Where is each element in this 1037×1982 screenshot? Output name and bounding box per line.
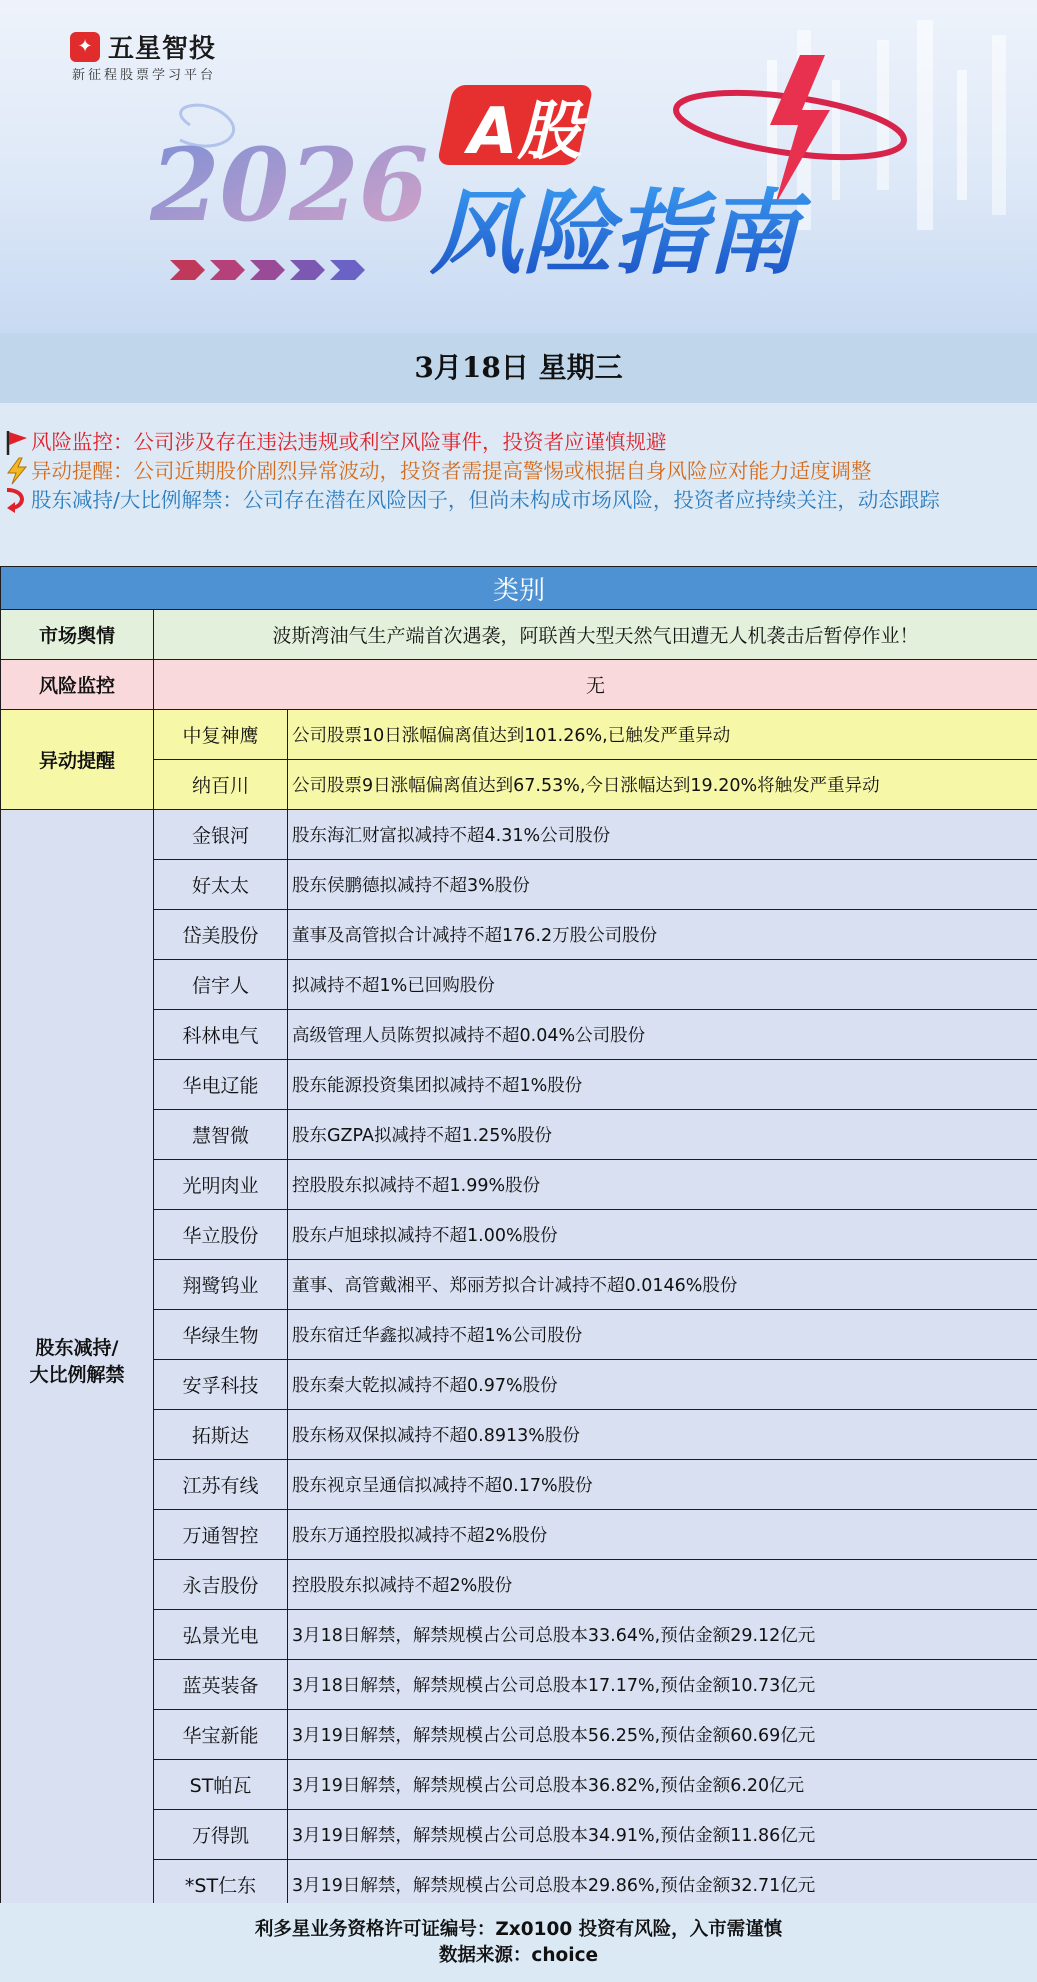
table-row — [1, 1560, 1037, 1610]
stock-detail: 股东杨双保拟减持不超0.8913%股份 — [288, 1410, 1037, 1460]
stock-detail: 股东海汇财富拟减持不超4.31%公司股份 — [288, 810, 1037, 860]
stock-name: ST帕瓦 — [154, 1760, 288, 1810]
stock-name: 拓斯达 — [154, 1410, 288, 1460]
stock-detail: 3月19日解禁，解禁规模占公司总股本36.82%,预估金额6.20亿元 — [288, 1760, 1037, 1810]
stock-name: 金银河 — [154, 810, 288, 860]
brand-logo — [70, 28, 216, 65]
stock-detail: 董事、高管戴湘平、郑丽芳拟合计减持不超0.0146%股份 — [288, 1260, 1037, 1310]
stock-name: 信宇人 — [154, 960, 288, 1010]
table-row — [1, 1860, 1037, 1910]
table-row — [1, 1210, 1037, 1260]
stock-detail: 董事及高管拟合计减持不超176.2万股公司股份 — [288, 910, 1037, 960]
stock-detail: 股东GZPA拟减持不超1.25%股份 — [288, 1110, 1037, 1160]
stock-name: 科林电气 — [154, 1010, 288, 1060]
table-row — [1, 1060, 1037, 1110]
date-bar: 3月18日 星期三 — [0, 333, 1037, 403]
risk-monitor-content: 无 — [154, 660, 1037, 710]
stock-name: 万得凯 — [154, 1810, 288, 1860]
table-row — [1, 860, 1037, 910]
table-row — [1, 1010, 1037, 1060]
stock-name: 蓝英装备 — [154, 1660, 288, 1710]
legend-risk-monitor: 风险监控：公司涉及存在违法违规或利空风险事件，投资者应谨慎规避 — [4, 428, 1037, 457]
risk-table — [0, 566, 1037, 1910]
stock-detail: 公司股票10日涨幅偏离值达到101.26%,已触发严重异动 — [288, 710, 1037, 760]
table-row — [1, 1310, 1037, 1360]
stock-name: 好太太 — [154, 860, 288, 910]
stock-detail: 股东秦大乾拟减持不超0.97%股份 — [288, 1360, 1037, 1410]
title-graphic — [430, 55, 910, 295]
stock-detail: 股东能源投资集团拟减持不超1%股份 — [288, 1060, 1037, 1110]
stock-name: 永吉股份 — [154, 1560, 288, 1610]
logo-star-icon: ✦ — [70, 32, 100, 62]
red-flag-icon — [4, 428, 31, 457]
data-source: 数据来源：choice — [438, 1945, 599, 1966]
stock-name: 翔鹭钨业 — [154, 1260, 288, 1310]
stock-name: 华立股份 — [154, 1210, 288, 1260]
stock-name: 岱美股份 — [154, 910, 288, 960]
table-row — [1, 1110, 1037, 1160]
legend-shareholder-reduction: 股东减持/大比例解禁：公司存在潜在风险因子，但尚未构成市场风险，投资者应持续关注，动态跟踪 — [4, 486, 1037, 515]
license-disclaimer: 利多星业务资格许可证编号：Zx0100 投资有风险，入市需谨慎 — [254, 1919, 783, 1940]
stock-name: 慧智微 — [154, 1110, 288, 1160]
stock-detail: 股东侯鹏德拟减持不超3%股份 — [288, 860, 1037, 910]
year-text: 2026 — [150, 126, 429, 244]
market-sentiment-content: 波斯湾油气生产端首次遇袭，阿联酋大型天然气田遭无人机袭击后暂停作业！ — [154, 610, 1037, 660]
brand-name: 五星智投 — [108, 34, 217, 64]
table-row — [1, 1510, 1037, 1560]
stock-detail: 公司股票9日涨幅偏离值达到67.53%,今日涨幅达到19.20%将触发严重异动 — [288, 760, 1037, 810]
title-risk-guide: 风险指南 — [430, 180, 799, 287]
table-row — [1, 1260, 1037, 1310]
stock-name: 中复神鹰 — [154, 710, 288, 760]
stock-detail: 股东宿迁华鑫拟减持不超1%公司股份 — [288, 1310, 1037, 1360]
stock-detail: 高级管理人员陈贺拟减持不超0.04%公司股份 — [288, 1010, 1037, 1060]
table-row — [1, 1760, 1037, 1810]
stock-detail: 3月19日解禁，解禁规模占公司总股本34.91%,预估金额11.86亿元 — [288, 1810, 1037, 1860]
header-banner — [0, 0, 1037, 333]
table-row — [1, 1460, 1037, 1510]
table-row — [1, 810, 1037, 860]
stock-detail: 股东万通控股拟减持不超2%股份 — [288, 1510, 1037, 1560]
stock-name: 华电辽能 — [154, 1060, 288, 1110]
stock-name: 华宝新能 — [154, 1710, 288, 1760]
table-row — [1, 1610, 1037, 1660]
stock-name: 江苏有线 — [154, 1460, 288, 1510]
stock-detail: 控股股东拟减持不超2%股份 — [288, 1560, 1037, 1610]
stock-detail: 拟减持不超1%已回购股份 — [288, 960, 1037, 1010]
legend — [0, 403, 1037, 566]
table-row — [1, 1710, 1037, 1760]
category-market-sentiment: 市场舆情 — [1, 610, 154, 660]
table-row — [1, 1160, 1037, 1210]
year-graphic — [150, 95, 450, 295]
table-row — [1, 1810, 1037, 1860]
table-row — [1, 1410, 1037, 1460]
stock-detail: 控股股东拟减持不超1.99%股份 — [288, 1160, 1037, 1210]
stock-name: 安孚科技 — [154, 1360, 288, 1410]
category-line-2: 大比例解禁 — [29, 1363, 125, 1386]
stock-detail: 3月19日解禁，解禁规模占公司总股本56.25%,预估金额60.69亿元 — [288, 1710, 1037, 1760]
stock-name: 弘景光电 — [154, 1610, 288, 1660]
category-line-1: 股东减持/ — [35, 1336, 119, 1359]
stock-detail: 3月18日解禁，解禁规模占公司总股本33.64%,预估金额29.12亿元 — [288, 1610, 1037, 1660]
table-row — [1, 1660, 1037, 1710]
table-row — [1, 910, 1037, 960]
table-row — [1, 960, 1037, 1010]
table-row — [1, 610, 1037, 660]
brand-tagline: 新征程股票学习平台 — [72, 68, 217, 83]
stock-detail: 3月19日解禁，解禁规模占公司总股本29.86%,预估金额32.71亿元 — [288, 1860, 1037, 1910]
table-header: 类别 — [1, 567, 1037, 610]
title-a-share: A股 — [468, 95, 582, 169]
stock-detail: 股东视京呈通信拟减持不超0.17%股份 — [288, 1460, 1037, 1510]
table-row — [1, 1360, 1037, 1410]
trend-down-icon — [4, 486, 31, 515]
stock-name: *ST仁东 — [154, 1860, 288, 1910]
stock-detail: 股东卢旭球拟减持不超1.00%股份 — [288, 1210, 1037, 1260]
category-shareholder-reduction — [1, 810, 154, 1910]
lightning-icon — [4, 457, 31, 486]
table-row — [1, 660, 1037, 710]
footer — [0, 1903, 1037, 1982]
stock-name: 万通智控 — [154, 1510, 288, 1560]
legend-abnormal-alert: 异动提醒：公司近期股价剧烈异常波动，投资者需提高警惕或根据自身风险应对能力适度调整 — [4, 457, 1037, 486]
stock-name: 光明肉业 — [154, 1160, 288, 1210]
stock-name: 华绿生物 — [154, 1310, 288, 1360]
stock-name: 纳百川 — [154, 760, 288, 810]
category-abnormal-alert: 异动提醒 — [1, 710, 154, 810]
table-row — [1, 760, 1037, 810]
category-risk-monitor: 风险监控 — [1, 660, 154, 710]
stock-detail: 3月18日解禁，解禁规模占公司总股本17.17%,预估金额10.73亿元 — [288, 1660, 1037, 1710]
table-row — [1, 710, 1037, 760]
